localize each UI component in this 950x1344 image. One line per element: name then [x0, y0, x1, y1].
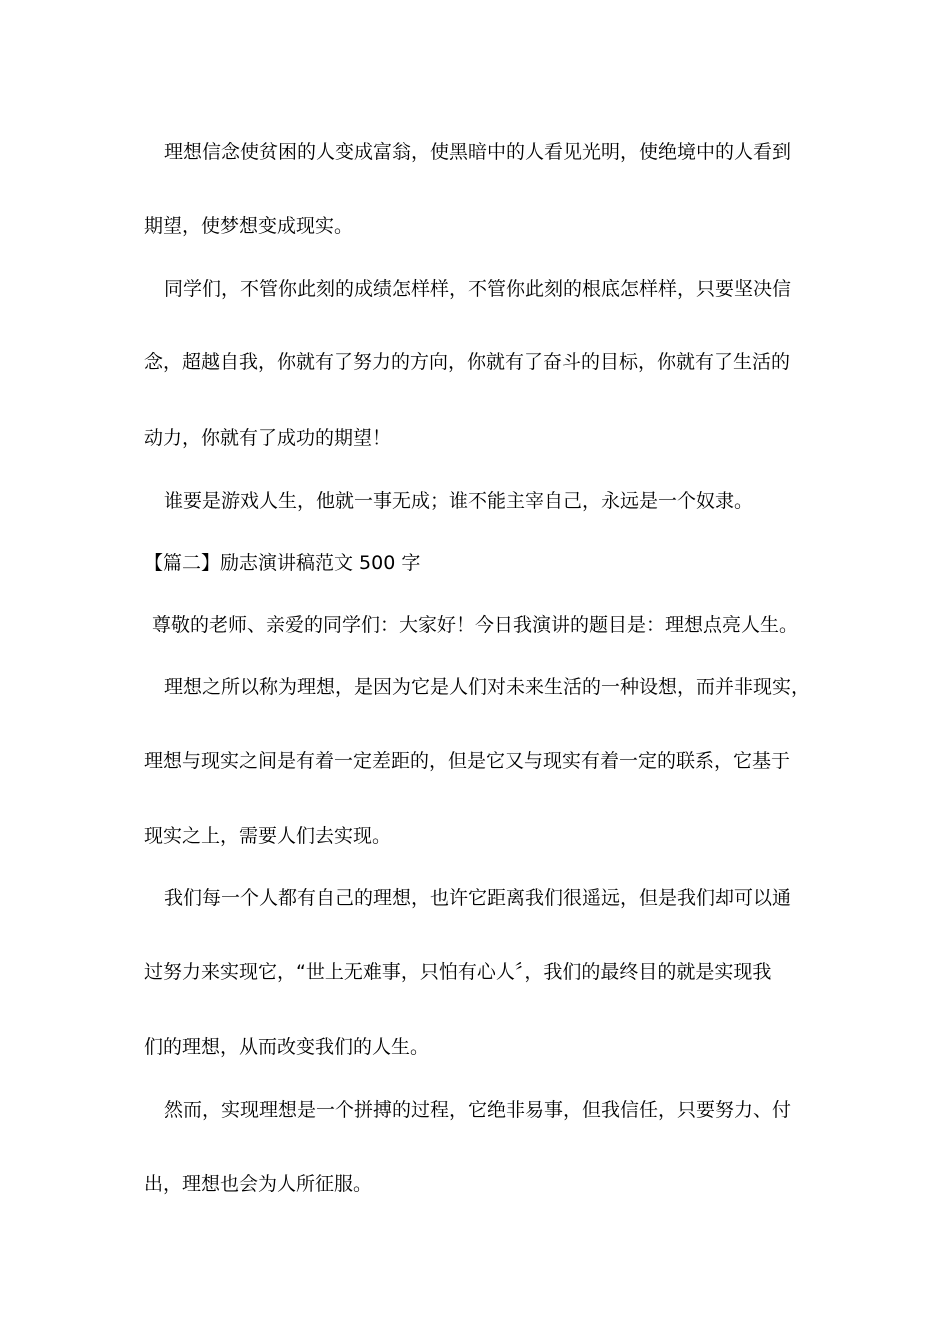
paragraph-line-2: 期望，使梦想变成现实。 — [144, 215, 354, 237]
paragraph-line-11: 现实之上，需要人们去实现。 — [144, 825, 392, 847]
paragraph-line-13: 过努力来实现它，“世上无难事，只怕有心人〞，我们的最终目的就是实现我 — [144, 961, 772, 983]
paragraph-line-9: 理想之所以称为理想，是因为它是人们对未来生活的一种设想，而并非现实， — [164, 676, 811, 698]
paragraph-line-5: 动力，你就有了成功的期望！ — [144, 427, 392, 449]
paragraph-line-1: 理想信念使贫困的人变成富翁，使黑暗中的人看见光明，使绝境中的人看到 — [164, 141, 792, 163]
paragraph-line-3: 同学们，不管你此刻的成绩怎样样，不管你此刻的根底怎样样，只要坚决信 — [164, 278, 792, 300]
paragraph-line-10: 理想与现实之间是有着一定差距的，但是它又与现实有着一定的联系，它基于 — [144, 750, 791, 772]
paragraph-line-8: 尊敬的老师、亲爱的同学们：大家好！今日我演讲的题目是：理想点亮人生。 — [152, 614, 799, 636]
paragraph-line-12: 我们每一个人都有自己的理想，也许它距离我们很遥远，但是我们却可以通 — [164, 887, 792, 909]
paragraph-line-14: 们的理想，从而改变我们的人生。 — [144, 1036, 430, 1058]
paragraph-line-6: 谁要是游戏人生，他就一事无成；谁不能主宰自己，永远是一个奴隶。 — [164, 490, 754, 512]
paragraph-line-16: 出，理想也会为人所征服。 — [144, 1173, 373, 1195]
section-heading: 【篇二】励志演讲稿范文 500 字 — [144, 552, 421, 574]
paragraph-line-4: 念，超越自我，你就有了努力的方向，你就有了奋斗的目标，你就有了生活的 — [144, 351, 791, 373]
paragraph-line-15: 然而，实现理想是一个拼搏的过程，它绝非易事，但我信任，只要努力、付 — [164, 1099, 792, 1121]
